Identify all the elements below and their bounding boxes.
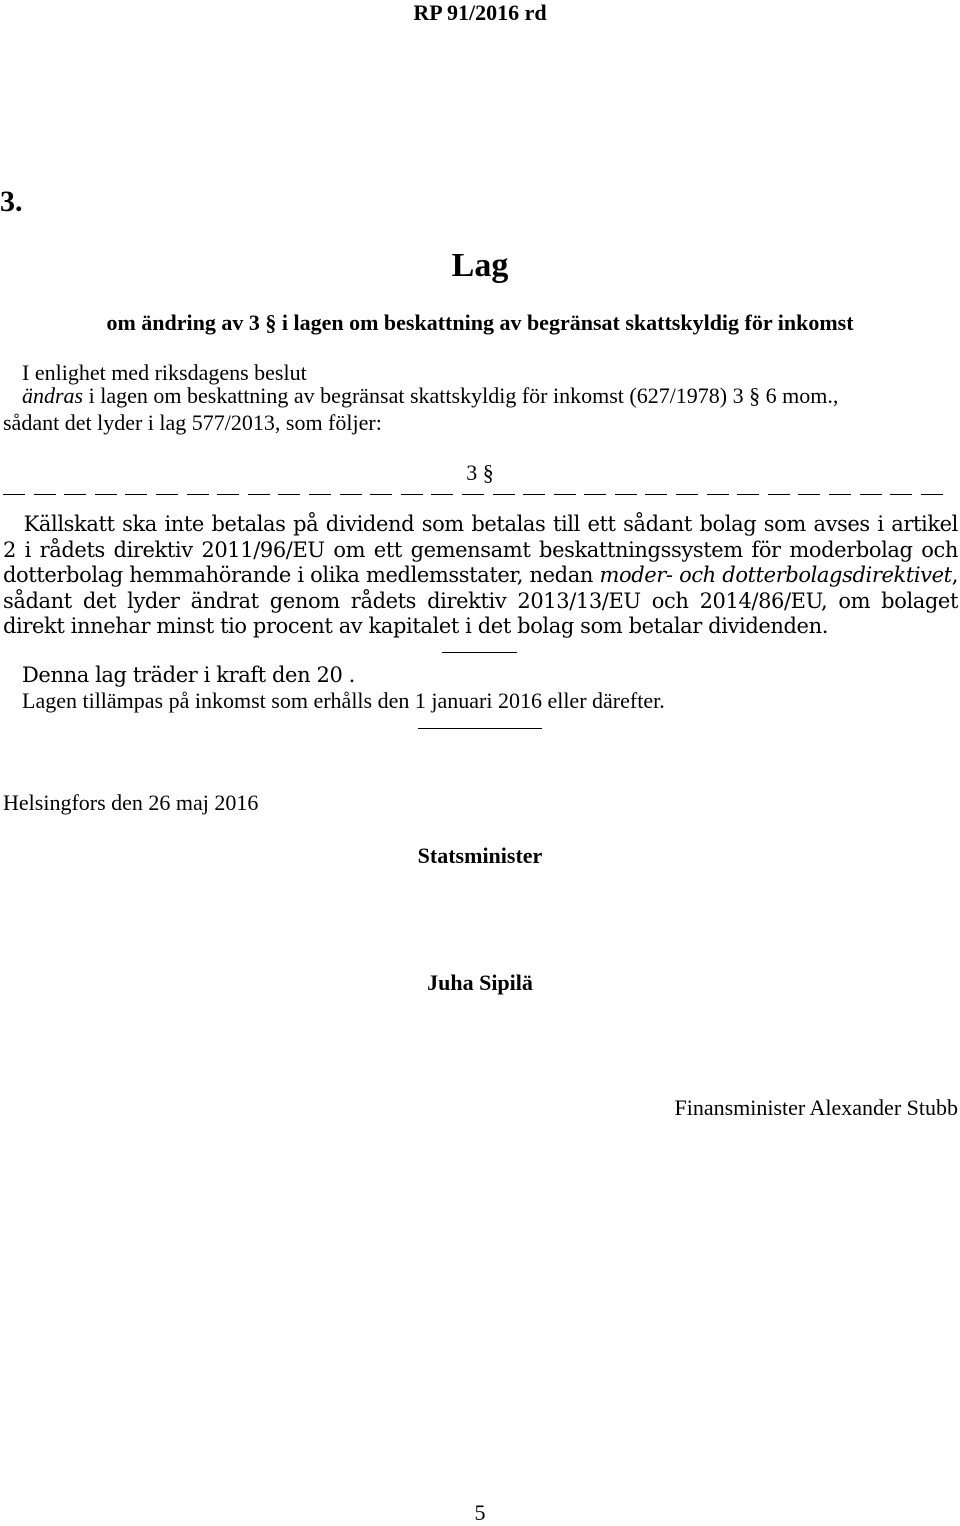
omitted-text-dashes (3, 486, 943, 500)
prime-minister-title: Statsminister (417, 843, 543, 868)
intro-line-2 (22, 383, 838, 409)
intro-amend-word: ändras (22, 383, 84, 408)
page-number: 5 (474, 1500, 486, 1525)
paragraph-text-part2: , sådant det lyder ändrat genom rådets direktiv 2013/13/EU och 2014/86/EU, om bolaget direkt innehar minst tio procent av kapitalet i det bolag som betalar dividenden. (3, 563, 958, 638)
separator-rule (442, 652, 517, 653)
paragraph-number: 3 § (466, 460, 494, 485)
intro-line-1: I enlighet med riksdagens beslut (22, 360, 307, 385)
prime-minister-name: Juha Sipilä (427, 970, 533, 995)
paragraph-text-part1: Källskatt ska inte betalas på dividend som betalas till ett sådant bolag som avses i artikel 2 i rådets direktiv 2011/96/EU om ett gemensamt beskattningssystem för moderbolag och dotterbolag hemmahörande i olika medlemsstater, nedan (3, 512, 958, 587)
place-and-date: Helsingfors den 26 maj 2016 (3, 790, 259, 815)
finance-minister: Finansminister Alexander Stubb (674, 1095, 958, 1120)
law-subtitle: om ändring av 3 § i lagen om beskattning av begränsat skattskyldig för inkomst (106, 310, 854, 335)
intro-line-3: sådant det lyder i lag 577/2013, som följer: (3, 410, 382, 435)
application-clause: Lagen tillämpas på inkomst som erhålls den 1 januari 2016 eller därefter. (22, 688, 665, 713)
document-reference: RP 91/2016 rd (413, 0, 547, 25)
intro-line-2-rest: i lagen om beskattning av begränsat skattskyldig för inkomst (627/1978) 3 § 6 mom., (83, 383, 839, 408)
section-number: 3. (0, 185, 23, 218)
law-title: Lag (451, 247, 509, 284)
entry-into-force: Denna lag träder i kraft den 20 . (22, 663, 355, 687)
paragraph-body (3, 512, 958, 640)
end-rule (418, 728, 542, 729)
paragraph-italic-term: moder- och dotterbolagsdirektivet (599, 563, 952, 587)
